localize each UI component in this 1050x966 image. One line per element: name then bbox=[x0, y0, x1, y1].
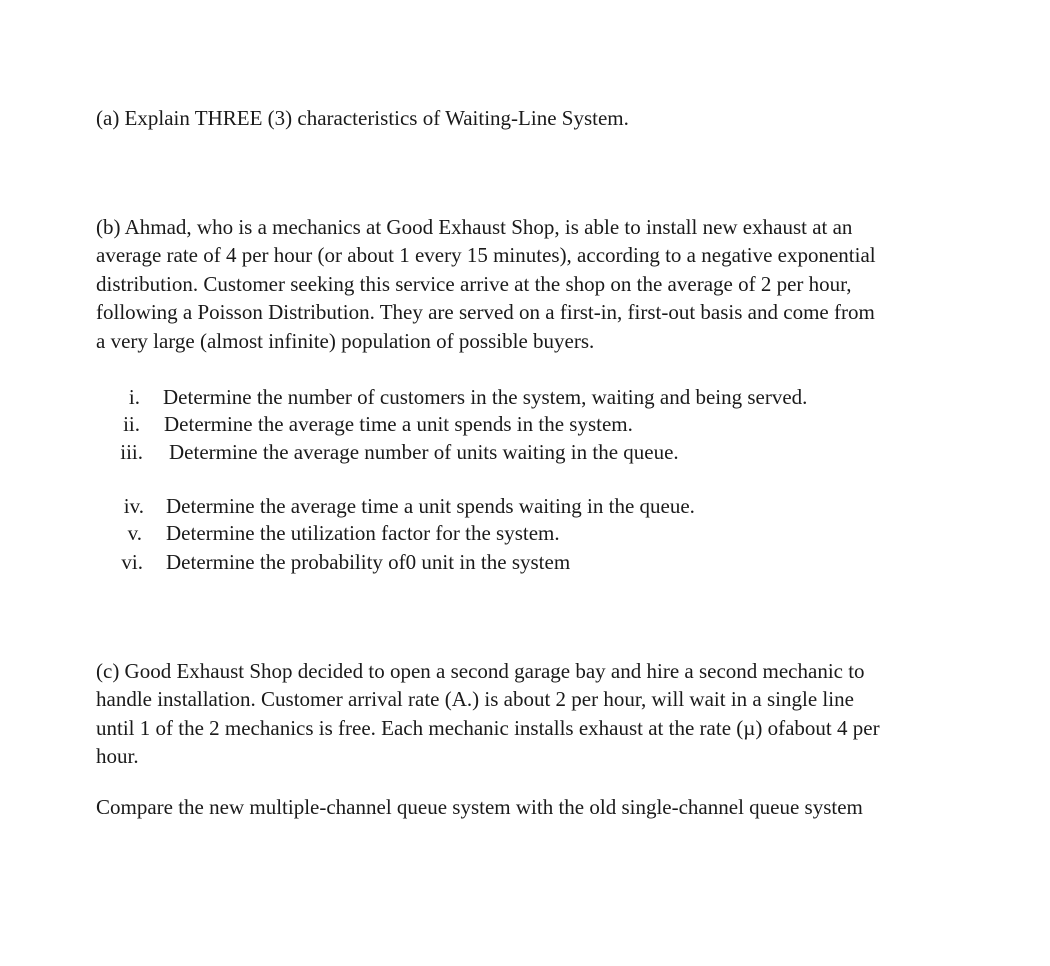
subquestion-number: iii. bbox=[120, 440, 143, 464]
subquestion-text: Determine the average time a unit spends waiting in the queue. bbox=[166, 494, 695, 518]
subquestion-number: i. bbox=[128, 385, 140, 409]
subquestion-iv bbox=[96, 492, 976, 520]
subquestion-number: v. bbox=[127, 521, 142, 545]
part-c-line: hour. bbox=[96, 744, 139, 769]
subquestion-iii bbox=[96, 438, 976, 466]
part-b-line: distribution. Customer seeking this service arrive at the shop on the average of 2 per hour, bbox=[96, 271, 852, 296]
subquestion-text: Determine the number of customers in the system, waiting and being served. bbox=[163, 385, 808, 409]
subquestion-text: Determine the average time a unit spends in the system. bbox=[164, 412, 633, 436]
part-b-line: a very large (almost infinite) population of possible buyers. bbox=[96, 328, 595, 353]
subquestion-number: ii. bbox=[123, 412, 140, 436]
part-b-line: average rate of 4 per hour (or about 1 every 15 minutes), according to a negative exponential bbox=[96, 243, 876, 268]
part-b-scenario bbox=[96, 213, 976, 355]
compare-question: Compare the new multiple-channel queue system with the old single-channel queue system bbox=[96, 795, 863, 819]
part-c-line: handle installation. Customer arrival rate (A.) is about 2 per hour, will wait in a single line bbox=[96, 687, 854, 712]
part-a-question: (a) Explain THREE (3) characteristics of Waiting-Line System. bbox=[96, 106, 629, 130]
subquestion-text: Determine the probability of0 unit in the system bbox=[166, 550, 571, 574]
part-b-line: (b) Ahmad, who is a mechanics at Good Exhaust Shop, is able to install new exhaust at an bbox=[96, 215, 853, 239]
subquestion-number: vi. bbox=[121, 550, 143, 574]
subquestion-number: iv. bbox=[123, 494, 144, 518]
subquestion-ii bbox=[96, 410, 976, 438]
subquestion-i bbox=[96, 383, 976, 411]
subquestion-text: Determine the average number of units waiting in the queue. bbox=[169, 440, 679, 464]
subquestion-v bbox=[96, 519, 976, 547]
part-b-line: following a Poisson Distribution. They are served on a first-in, first-out basis and come from bbox=[96, 300, 875, 325]
subquestion-text: Determine the utilization factor for the system. bbox=[166, 521, 560, 545]
subquestion-vi bbox=[96, 548, 976, 576]
part-c-scenario bbox=[96, 657, 976, 771]
part-c-line: until 1 of the 2 mechanics is free. Each mechanic installs exhaust at the rate (µ) ofabout 4 per bbox=[96, 715, 880, 740]
part-c-line: (c) Good Exhaust Shop decided to open a second garage bay and hire a second mechanic to bbox=[96, 659, 865, 683]
